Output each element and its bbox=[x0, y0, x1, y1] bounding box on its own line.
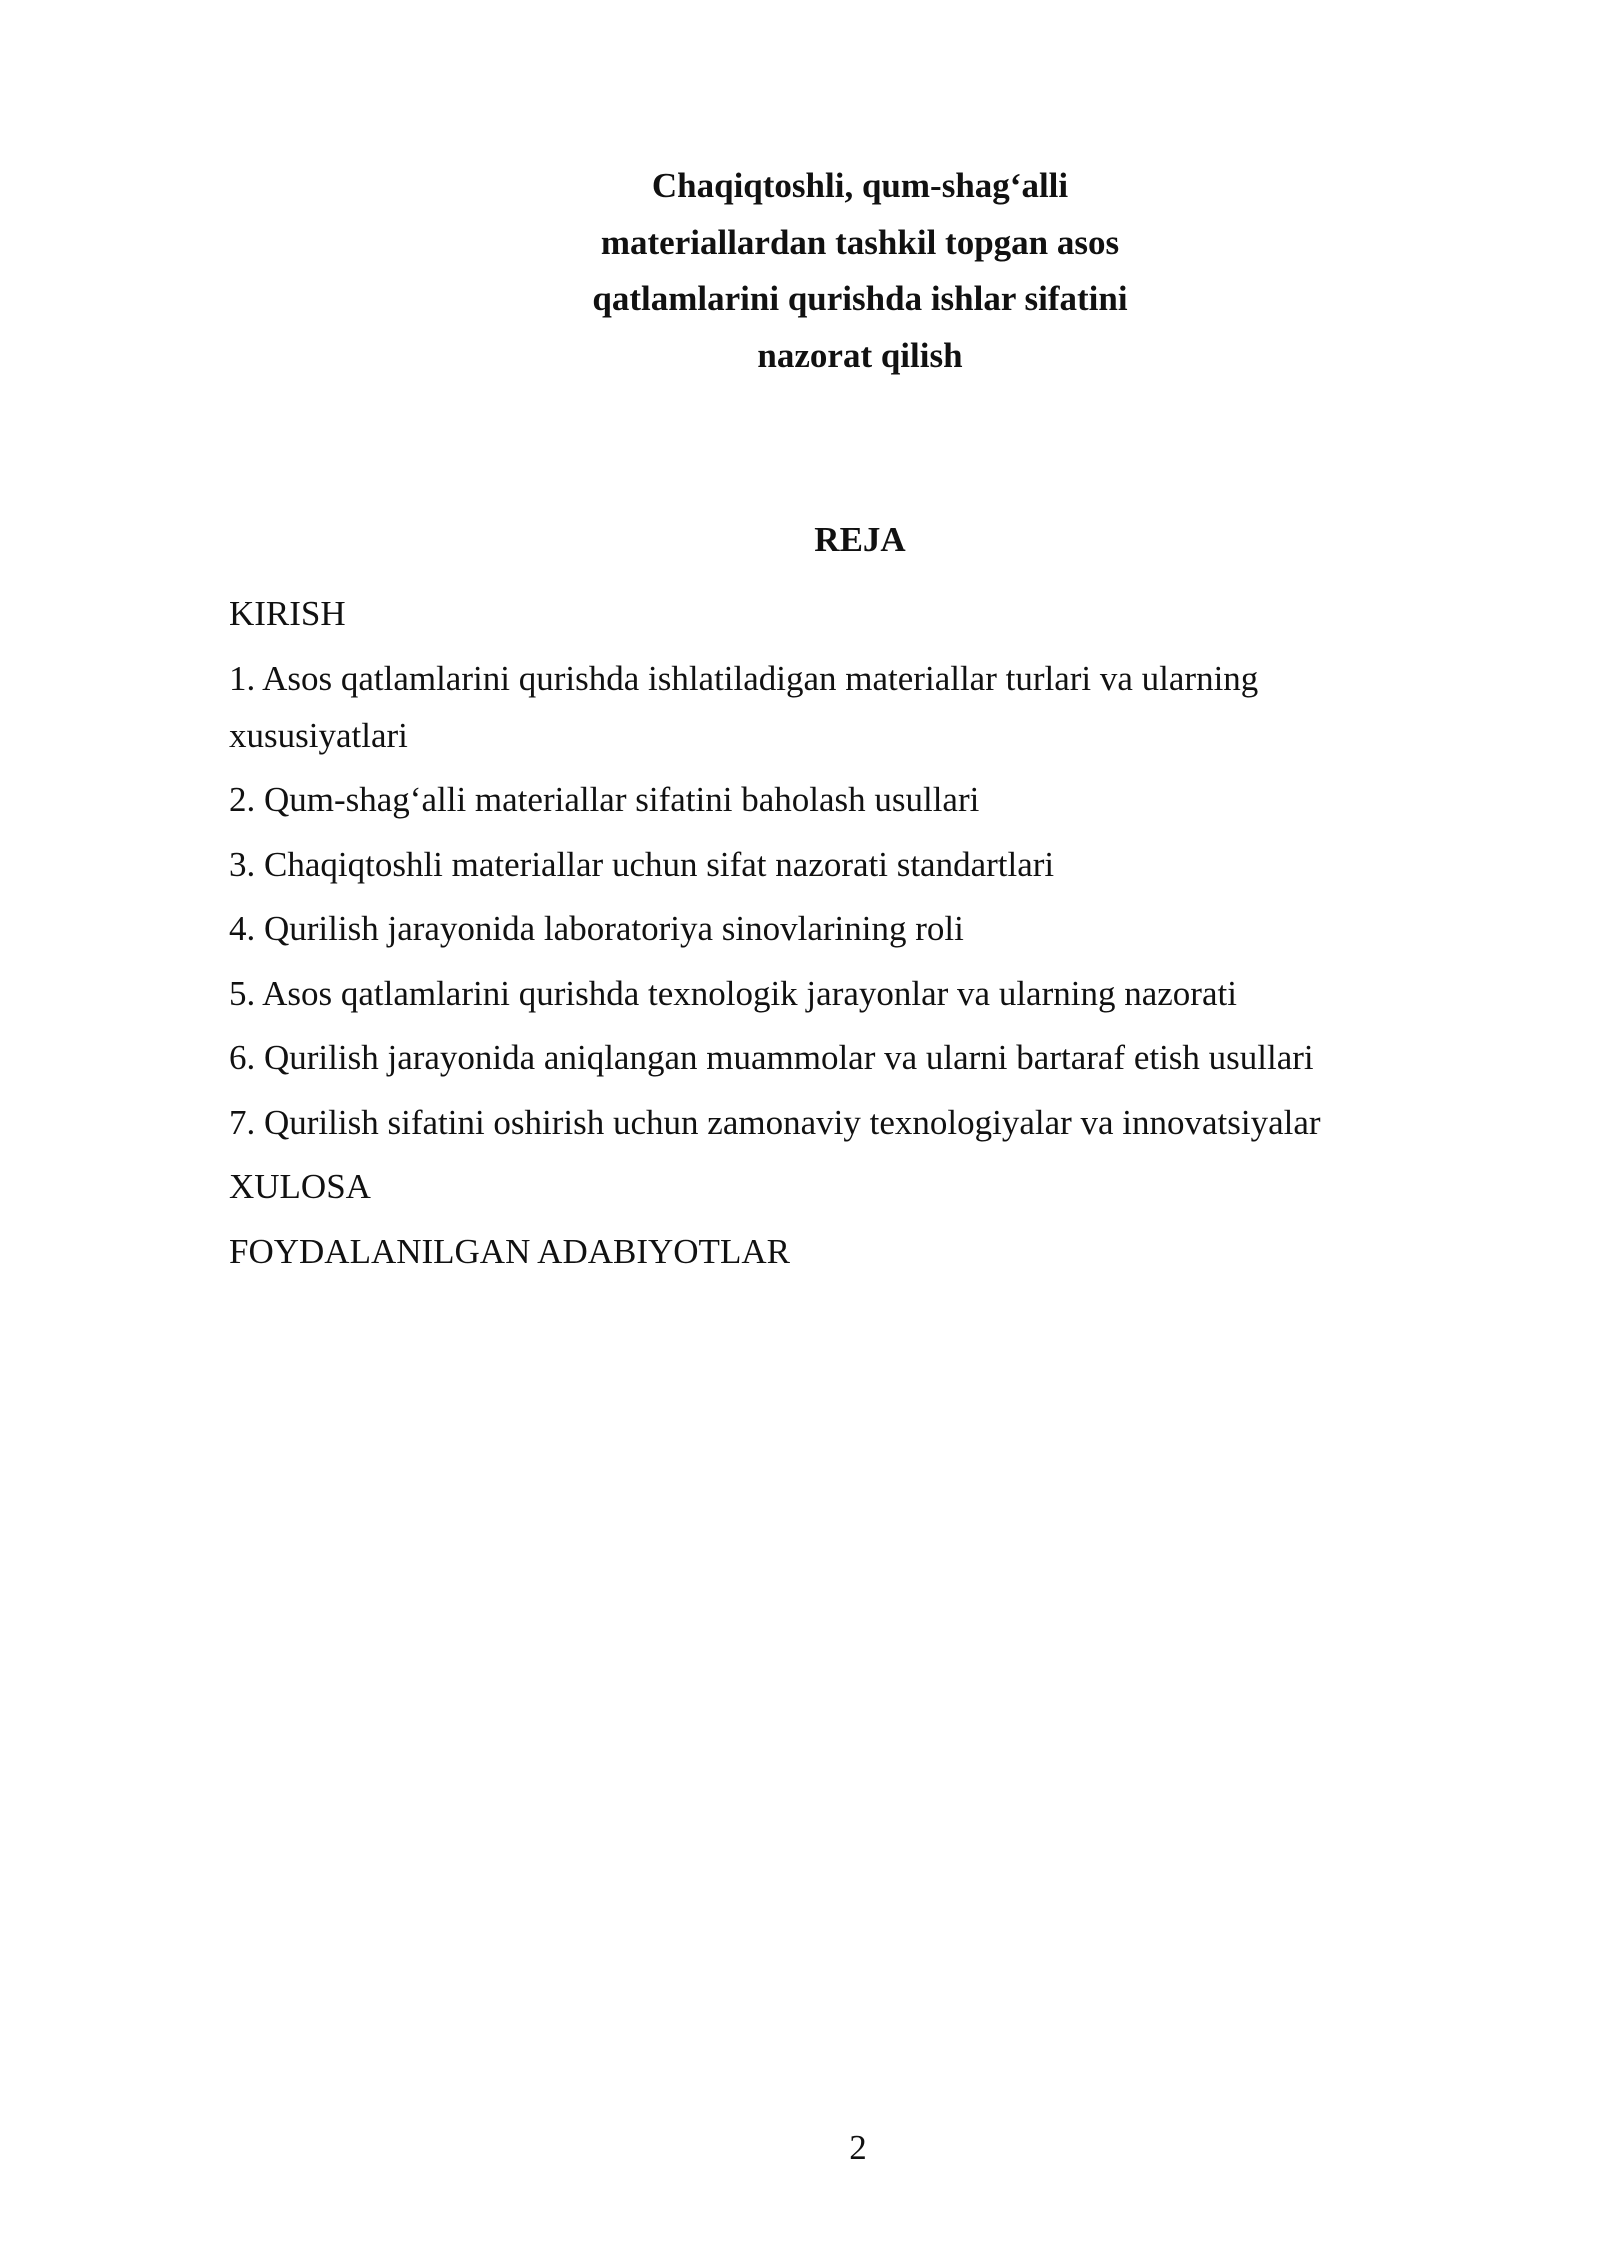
toc-references: FOYDALANILGAN ADABIYOTLAR bbox=[229, 1231, 790, 1271]
toc-item-line: xususiyatlari bbox=[229, 715, 408, 755]
toc-conclusion: XULOSA bbox=[229, 1167, 371, 1206]
plan-heading: REJA bbox=[814, 520, 906, 559]
toc-item-line: 5. Asos qatlamlarini qurishda texnologik jarayonlar va ularning nazorati bbox=[229, 973, 1237, 1013]
toc-item bbox=[229, 900, 1429, 957]
page-number: 2 bbox=[849, 2128, 867, 2167]
toc-item bbox=[229, 650, 1429, 764]
toc-intro: KIRISH bbox=[229, 594, 346, 633]
title-line: nazorat qilish bbox=[757, 335, 963, 375]
toc-item-line: 6. Qurilish jarayonida aniqlangan muammolar va ularni bartaraf etish usullari bbox=[229, 1038, 1314, 1077]
toc-item bbox=[229, 965, 1429, 1022]
title-line: qatlamlarini qurishda ishlar sifatini bbox=[592, 279, 1128, 318]
toc-item bbox=[229, 1094, 1429, 1151]
title-line: Chaqiqtoshli, qum-shag‘alli bbox=[651, 166, 1069, 205]
toc-item bbox=[229, 836, 1429, 893]
toc-item-line: 1. Asos qatlamlarini qurishda ishlatiladigan materiallar turlari va ularning bbox=[229, 658, 1259, 698]
document-title bbox=[560, 158, 1160, 384]
title-line: materiallardan tashkil topgan asos bbox=[600, 222, 1120, 262]
toc-item-line: 3. Chaqiqtoshli materiallar uchun sifat nazorati standartlari bbox=[229, 844, 1055, 884]
toc-item-line: 7. Qurilish sifatini oshirish uchun zamonaviy texnologiyalar va innovatsiyalar bbox=[229, 1102, 1321, 1142]
toc-item-line: 4. Qurilish jarayonida laboratoriya sinovlarining roli bbox=[229, 909, 964, 948]
toc-item bbox=[229, 1029, 1429, 1086]
toc-item-line: 2. Qum-shag‘alli materiallar sifatini baholash usullari bbox=[229, 780, 980, 819]
table-of-contents bbox=[229, 585, 1429, 1287]
toc-item bbox=[229, 771, 1429, 828]
